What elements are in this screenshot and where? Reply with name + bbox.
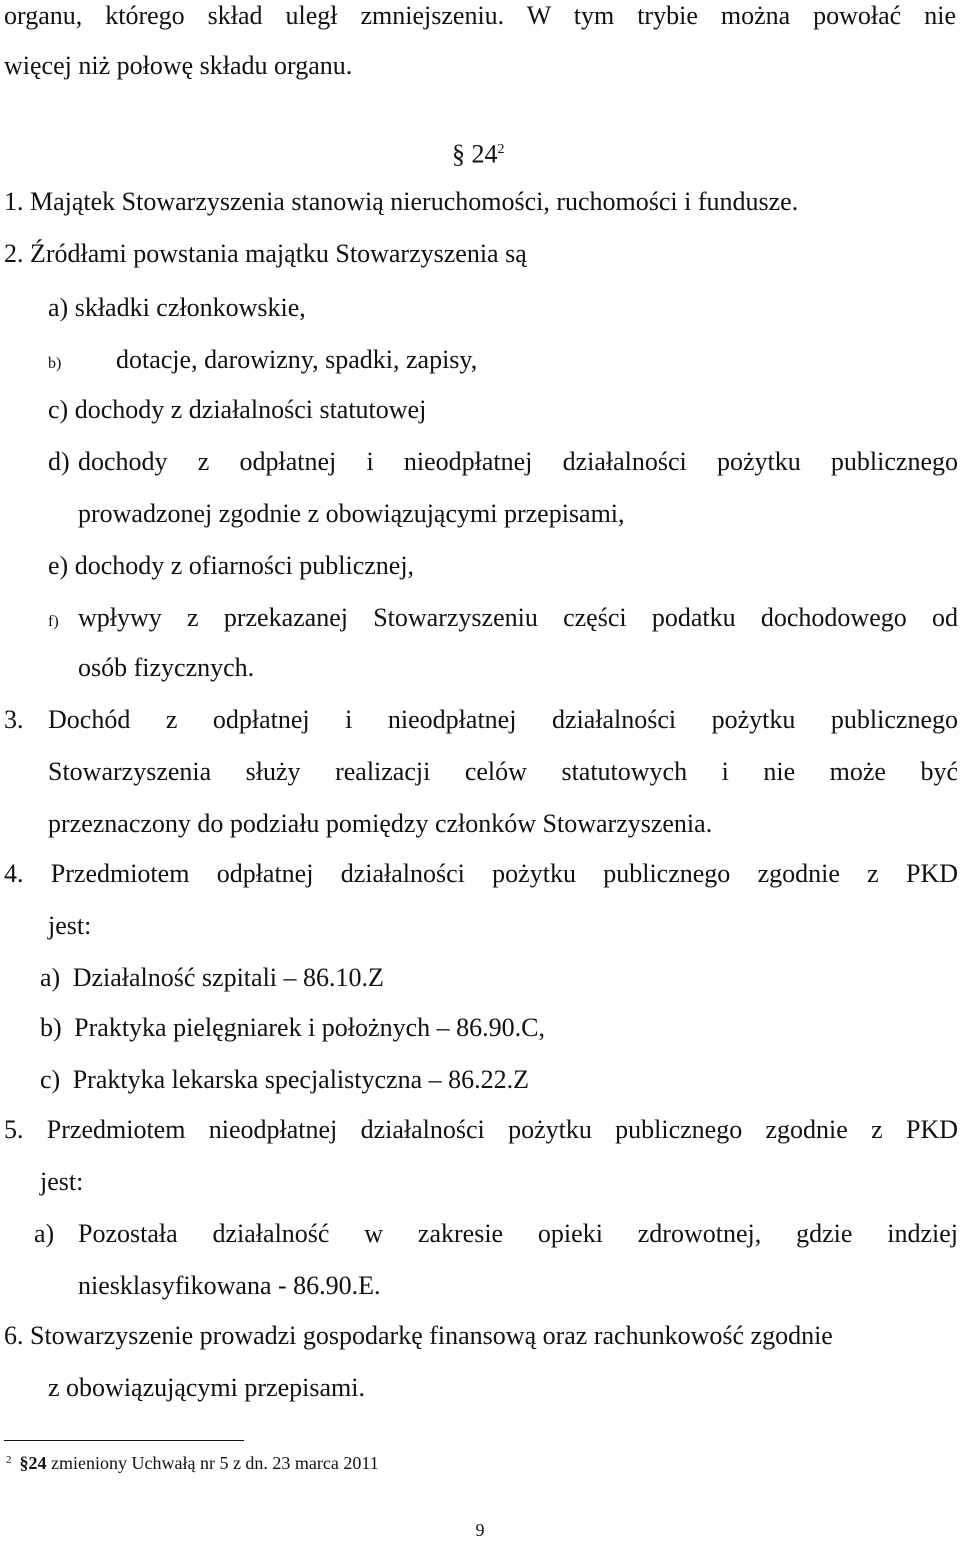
section-title: § 24 (452, 139, 498, 169)
footnote-number: 2 (6, 1454, 12, 1466)
p3-line-1: Dochód z odpłatnej i nieodpłatnej działalności pożytku publicznego (48, 705, 958, 734)
p2-item-c-marker: c) (48, 395, 69, 424)
p2-item-e-marker: e) (48, 551, 69, 580)
p4-item-a (40, 962, 384, 994)
p6-line-2: z obowiązującymi przepisami. (48, 1373, 365, 1402)
p2-item-b-text: dotacje, darowizny, spadki, zapisy, (116, 345, 478, 374)
footnote-ref: 2 (497, 142, 505, 157)
p2-item-a (48, 292, 306, 324)
p2-item-f-cont: osób fizycznych. (78, 653, 255, 682)
footnote-rule (4, 1440, 244, 1441)
intro-line-2: więcej niż połowę składu organu. (4, 51, 353, 80)
paragraph-1: 1. Majątek Stowarzyszenia stanowią nieruchomości, ruchomości i fundusze. (4, 187, 799, 216)
p2-item-f-marker: f) (48, 613, 59, 630)
p2-item-e-text: dochody z ofiarności publicznej, (74, 551, 415, 580)
p4-item-c-text: Praktyka lekarska specjalistyczna – 86.22.Z (72, 1065, 529, 1094)
p2-item-a-text: składki członkowskie, (74, 293, 306, 322)
section-heading (452, 134, 505, 171)
p2-item-b (48, 344, 61, 380)
footnote (6, 1448, 379, 1475)
p2-item-c-text: dochody z działalności statutowej (74, 395, 427, 424)
p5-item-a-marker: a) (34, 1219, 55, 1248)
p3-number: 3. (4, 705, 24, 734)
p6-line-1: 6. Stowarzyszenie prowadzi gospodarkę finansową oraz rachunkowość zgodnie (4, 1321, 833, 1350)
p2-item-e (48, 550, 414, 582)
p4-line-2: jest: (48, 911, 92, 940)
intro-line-1: organu, którego skład uległ zmniejszeniu. W tym trybie można powołać nie (4, 1, 956, 30)
footnote-ref-text: §24 (19, 1453, 47, 1473)
p2-item-d-marker: d) (48, 447, 70, 476)
p4-item-b (40, 1012, 545, 1044)
p4-line-1: 4. Przedmiotem odpłatnej działalności pożytku publicznego zgodnie z PKD (4, 859, 958, 888)
p2-item-f-text: wpływy z przekazanej Stowarzyszeniu części podatku dochodowego od (78, 603, 958, 632)
p5-item-a-cont: niesklasyfikowana - 86.90.E. (78, 1271, 381, 1300)
p5-item-a-text: Pozostała działalność w zakresie opieki zdrowotnej, gdzie indziej (78, 1219, 958, 1248)
p4-item-a-marker: a) (40, 963, 61, 992)
p4-item-a-text: Działalność szpitali – 86.10.Z (72, 963, 384, 992)
p2-item-a-marker: a) (48, 293, 69, 322)
p5-line-2: jest: (40, 1167, 84, 1196)
p3-line-2: Stowarzyszenia służy realizacji celów statutowych i nie może być (48, 757, 958, 786)
p4-item-b-marker: b) (40, 1013, 62, 1042)
p2-item-c (48, 394, 426, 426)
p5-line-1: 5. Przedmiotem nieodpłatnej działalności pożytku publicznego zgodnie z PKD (4, 1115, 958, 1144)
footnote-text: zmieniony Uchwałą nr 5 z dn. 23 marca 2011 (51, 1453, 379, 1473)
p3-line-3: przeznaczony do podziału pomiędzy członków Stowarzyszenia. (48, 809, 713, 838)
p2-item-d-text: dochody z odpłatnej i nieodpłatnej działalności pożytku publicznego (78, 447, 958, 476)
p4-item-c-marker: c) (40, 1065, 61, 1094)
p4-item-b-text: Praktyka pielęgniarek i położnych – 86.90.C, (74, 1013, 545, 1042)
p4-item-c (40, 1064, 529, 1096)
p2-item-d-cont: prowadzonej zgodnie z obowiązującymi przepisami, (78, 499, 625, 528)
paragraph-2-lead: 2. Źródłami powstania majątku Stowarzyszenia są (4, 239, 527, 268)
page-number: 9 (475, 1520, 485, 1540)
p2-item-b-marker: b) (48, 355, 62, 372)
